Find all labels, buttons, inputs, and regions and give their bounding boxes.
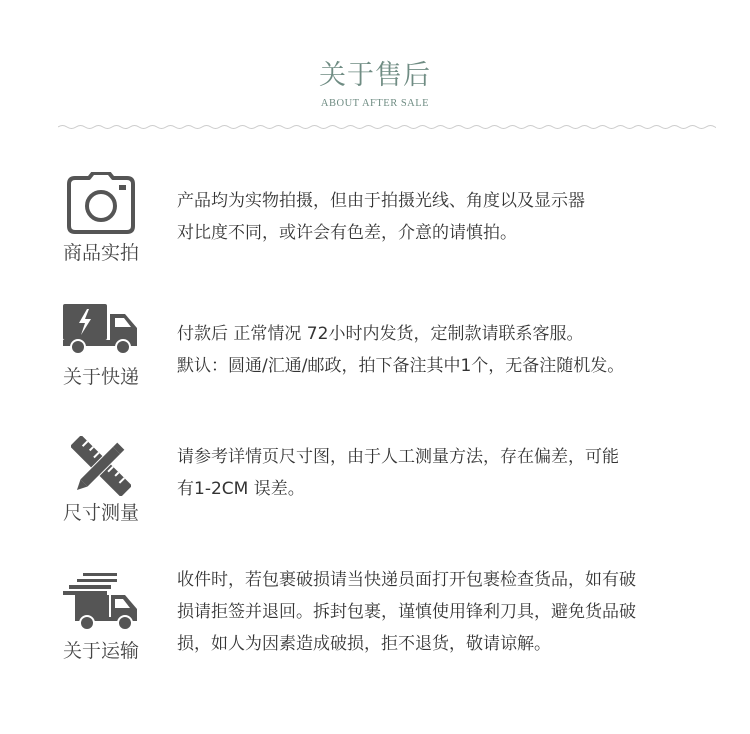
section-text (177, 564, 722, 660)
section-text (177, 185, 722, 249)
wavy-divider (58, 122, 716, 132)
section-label: 尺寸测量 (62, 502, 139, 524)
page-title: 关于售后 (319, 60, 431, 91)
text-line: 付款后 正常情况 72小时内发货，定制款请联系客服。 (177, 324, 584, 344)
section-label: 关于快递 (62, 366, 139, 388)
page-subtitle: ABOUT AFTER SALE (320, 98, 430, 109)
text-line: 请参考详情页尺寸图，由于人工测量方法，存在偏差，可能 (177, 447, 619, 467)
header (0, 58, 750, 109)
section-text (177, 318, 722, 382)
section-label: 关于运输 (62, 640, 139, 662)
text-line: 收件时，若包裹破损请当快递员面打开包裹检查货品，如有破 (177, 570, 636, 590)
text-line: 默认：圆通/汇通/邮政，拍下备注其中1个，无备注随机发。 (177, 356, 625, 376)
text-line: 损，如人为因素造成破损，拒不退货，敬请谅解。 (177, 634, 551, 654)
section-label: 商品实拍 (62, 242, 139, 264)
camera-icon (60, 172, 142, 234)
truck-icon (60, 302, 142, 356)
text-line: 有1-2CM 误差。 (177, 479, 305, 499)
fast-truck-icon (60, 571, 142, 633)
section-text (177, 441, 722, 505)
text-line: 产品均为实物拍摄，但由于拍摄光线、角度以及显示器 (177, 191, 585, 211)
text-line: 对比度不同，或许会有色差，介意的请慎拍。 (177, 223, 517, 243)
text-line: 损请拒签并退回。拆封包裹，谨慎使用锋利刀具，避免货品破 (177, 602, 636, 622)
ruler-pencil-icon (60, 436, 142, 496)
